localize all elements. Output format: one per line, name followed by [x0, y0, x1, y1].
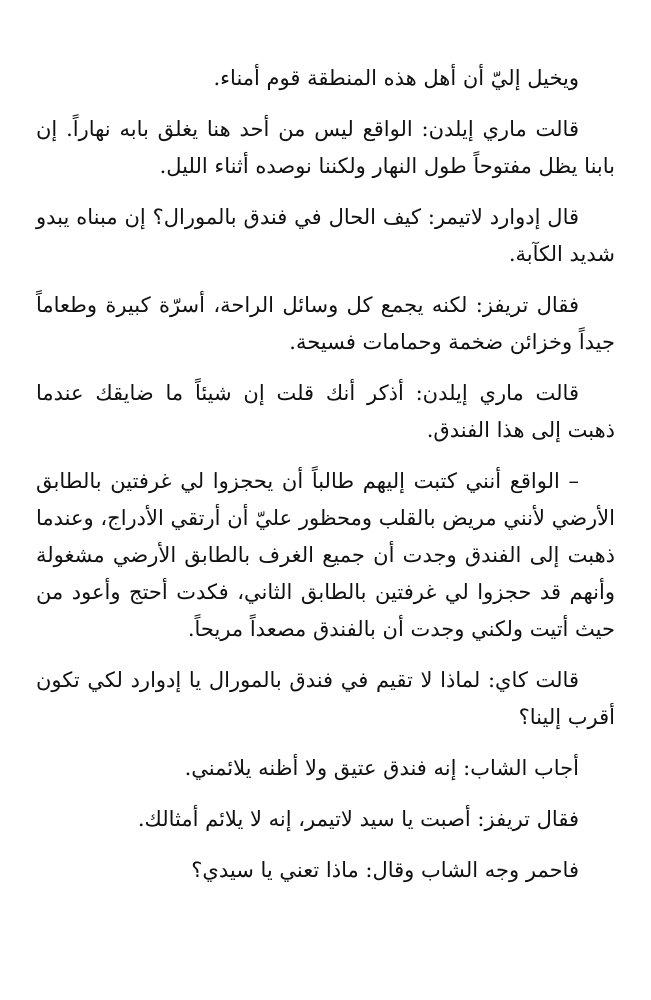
paragraph-9: فقال تريفز: أصبت يا سيد لاتيمر، إنه لا يلائم أمثالك.: [137, 807, 579, 831]
paragraph-4: فقال تريفز: لكنه يجمع كل وسائل الراحة، أسرّة كبيرة وطعاماً جيداً وخزائن ضخمة وحمامات فسيحة.: [36, 293, 615, 354]
paragraph-10: فاحمر وجه الشاب وقال: ماذا تعني يا سيدي؟: [191, 858, 579, 882]
paragraph-2: قالت ماري إيلدن: الواقع ليس من أحد هنا يغلق بابه نهاراً. إن بابنا يظل مفتوحاً طول النهار ولكننا نوصده أثناء الليل.: [36, 117, 615, 178]
paragraph-7: قالت كاي: لماذا لا تقيم في فندق بالمورال يا إدوارد لكي تكون أقرب إلينا؟: [36, 668, 615, 729]
paragraph-6: – الواقع أنني كتبت إليهم طالباً أن يحجزوا لي غرفتين بالطابق الأرضي لأنني مريض بالقلب ومحظور عليّ أن أرتقي الأدراج، وعندما ذهبت إلى الفندق وجدت أن جميع الغرف بالطابق الأرضي مشغولة وأنهم قد حجزوا لي غرفتين بالطابق الثاني، فكدت أحتج وأعود من حيث أتيت ولكني وجدت أن بالفندق مصعداً مريحاً.: [36, 469, 615, 641]
paragraph-8: أجاب الشاب: إنه فندق عتيق ولا أظنه يلائمني.: [184, 756, 579, 780]
paragraph-5: قالت ماري إيلدن: أذكر أنك قلت إن شيئاً ما ضايقك عندما ذهبت إلى هذا الفندق.: [36, 381, 615, 442]
paragraph-1: ويخيل إليّ أن أهل هذه المنطقة قوم أمناء.: [213, 66, 579, 90]
paragraph-3: قال إدوارد لاتيمر: كيف الحال في فندق بالمورال؟ إن مبناه يبدو شديد الكآبة.: [36, 205, 615, 266]
